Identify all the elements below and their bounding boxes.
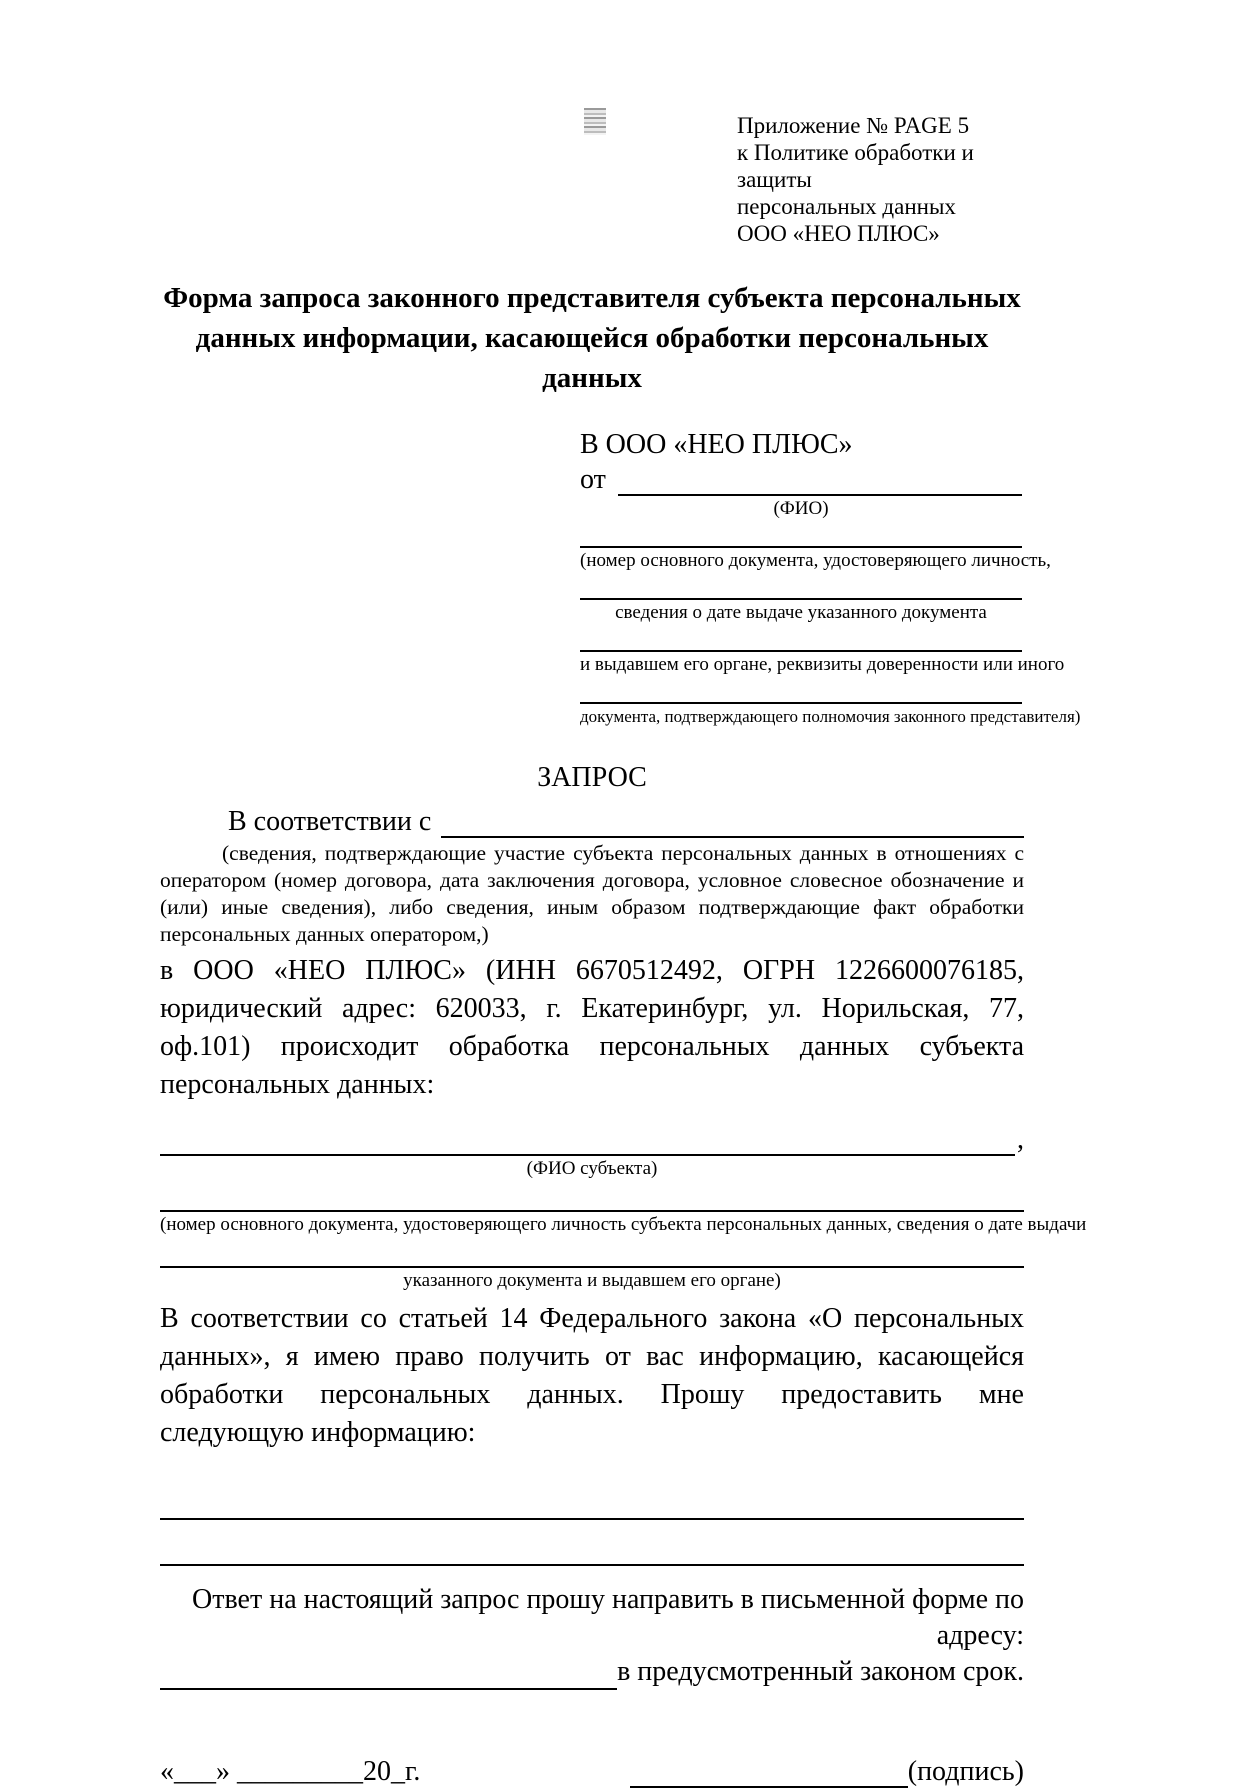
article-paragraph: В соответствии со статьей 14 Федерального закона «О персональных данных», я имею право получить от вас информацию, касающейся обработки персональных данных. Прошу предоставить мне следующую информацию:	[160, 1303, 1024, 1448]
operator-paragraph: в ООО «НЕО ПЛЮС» (ИНН 6670512492, ОГРН 1226600076185, юридический адрес: 620033, г. Екатеринбург, ул. Норильская, 77, оф.101) происходит обработка персональных данных субъекта персональных данных:	[160, 955, 1024, 1100]
accordance-row	[160, 806, 1024, 838]
subject-document-blank-field[interactable]	[160, 1180, 1024, 1212]
information-blank-field-1[interactable]	[160, 1474, 1024, 1520]
accordance-note: (сведения, подтверждающие участие субъекта персональных данных в отношениях с оператором (номер договора, дата заключения договора, условное словесное обозначение и (или) иные сведения), либо сведения, иным образом подтверждающие факт обработки персональных данных оператором,)	[160, 841, 1024, 946]
issue-date-blank-field[interactable]	[580, 572, 1022, 600]
policy-line-1: к Политике обработки и защиты	[737, 140, 974, 192]
accordance-blank-field[interactable]	[441, 835, 1024, 838]
document-number-caption: (номер основного документа, удостоверяющего личность,	[580, 550, 1051, 571]
answer-address-blank-field[interactable]	[160, 1687, 617, 1690]
appendix-number-line: Приложение № PAGE 5	[737, 113, 970, 138]
subject-fio-row	[160, 1124, 1024, 1156]
subject-fio-caption: (ФИО субъекта)	[526, 1158, 658, 1179]
issuing-authority-caption: и выдавшем его органе, реквизиты доверенности или иного	[580, 654, 1065, 675]
subject-authority-caption: указанного документа и выдавшем его органе)	[403, 1270, 781, 1291]
subject-fio-comma: ,	[1017, 1124, 1024, 1155]
date-signature-row	[160, 1756, 1024, 1788]
signature-blank-field[interactable]	[630, 1756, 908, 1788]
document-number-blank-field[interactable]	[580, 520, 1022, 548]
answer-intro: Ответ на настоящий запрос прошу направить в письменной форме по адресу:	[192, 1584, 1024, 1651]
issue-date-caption: сведения о дате выдаче указанного документа	[615, 602, 987, 623]
addressee-to: В ООО «НЕО ПЛЮС»	[580, 429, 853, 460]
issuing-authority-blank-field[interactable]	[580, 624, 1022, 652]
authority-document-blank-field[interactable]	[580, 676, 1022, 704]
subject-authority-blank-field[interactable]	[160, 1236, 1024, 1268]
date-line[interactable]: «___» _________20_г.	[160, 1756, 421, 1787]
accordance-label: В соответствии с	[228, 806, 432, 837]
subject-document-caption: (номер основного документа, удостоверяющего личность субъекта персональных данных, сведения о дате выдачи	[160, 1214, 1087, 1235]
information-blank-field-2[interactable]	[160, 1520, 1024, 1566]
subject-fio-blank-field[interactable]	[160, 1153, 1015, 1156]
addressee-from-row	[580, 464, 1022, 496]
signature-caption: (подпись)	[907, 1756, 1024, 1787]
addressee-block	[580, 428, 1081, 728]
company-name: ООО «НЕО ПЛЮС»	[737, 221, 940, 246]
answer-address-row	[160, 1654, 1024, 1690]
request-heading: ЗАПРОС	[537, 762, 647, 793]
fio-caption: (ФИО)	[773, 498, 829, 519]
authority-document-caption: документа, подтверждающего полномочия законного представителя)	[580, 707, 1081, 726]
policy-line-2: персональных данных	[737, 194, 956, 219]
document-title: Форма запроса законного представителя субъекта персональных данных информации, касающейся обработки персональных данных	[163, 282, 1021, 394]
from-label: от	[580, 464, 606, 495]
answer-suffix: в предусмотренный законом срок.	[617, 1656, 1024, 1687]
document-header	[160, 100, 1024, 246]
fio-blank-field[interactable]	[618, 493, 1022, 496]
page-field-artifact-icon	[584, 108, 606, 135]
appendix-header	[737, 112, 1024, 247]
